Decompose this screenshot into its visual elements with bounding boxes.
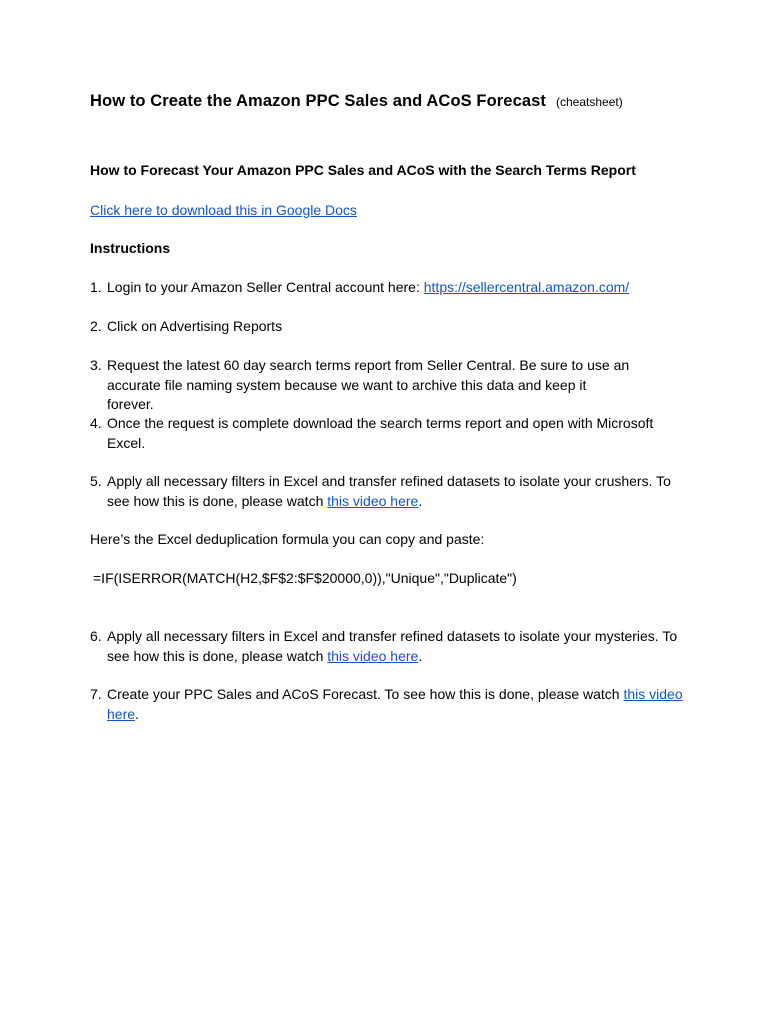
step-number: 2. — [90, 318, 102, 334]
list-item — [90, 472, 675, 511]
mysteries-video-link[interactable]: this video here — [327, 647, 419, 664]
list-item — [90, 356, 635, 415]
download-link[interactable]: Click here to download this in Google Docs — [90, 202, 357, 218]
step-number: 4. — [90, 415, 102, 431]
step-text: Apply all necessary filters in Excel and transfer refined datasets to isolate your crushers. To see how this is done, please watch this video here. — [107, 473, 671, 509]
step-number: 1. — [90, 279, 102, 295]
title-line — [90, 92, 690, 116]
document-title: How to Create the Amazon PPC Sales and ACoS Forecast — [90, 92, 546, 110]
step-number: 6. — [90, 628, 102, 644]
document-subtitle: How to Forecast Your Amazon PPC Sales and ACoS with the Search Terms Report — [90, 162, 636, 178]
seller-central-link[interactable]: https://sellercentral.amazon.com/ — [423, 279, 630, 295]
step-text: Once the request is complete download the search terms report and open with Microsoft Excel. — [107, 415, 654, 451]
crushers-video-link[interactable]: this video here — [327, 492, 419, 509]
step-number: 3. — [90, 357, 102, 373]
document-page — [90, 92, 690, 722]
list-item — [90, 627, 680, 666]
list-item — [90, 278, 690, 298]
dedup-formula: =IF(ISERROR(MATCH(H2,$F$2:$F$20000,0)),"Unique","Duplicate") — [93, 570, 517, 586]
step-number: 7. — [90, 686, 102, 702]
title-note: (cheatsheet) — [556, 95, 623, 109]
step-text: Login to your Amazon Seller Central account here: https://sellercentral.amazon.com/ — [107, 279, 630, 295]
formula-intro: Here’s the Excel deduplication formula you can copy and paste: — [90, 531, 485, 547]
step-text: Apply all necessary filters in Excel and transfer refined datasets to isolate your mysteries. To see how this is done, please watch this video here. — [107, 628, 678, 664]
step-number: 5. — [90, 473, 102, 489]
forecast-video-link[interactable]: this video here — [107, 686, 683, 722]
list-item — [90, 685, 685, 724]
list-item — [90, 317, 690, 337]
step-text: Request the latest 60 day search terms report from Seller Central. Be sure to use an accurate file naming system because we want to archive this data and keep it forever. — [107, 357, 630, 412]
instructions-heading: Instructions — [90, 240, 171, 256]
download-paragraph — [90, 201, 357, 221]
step-text: Click on Advertising Reports — [107, 318, 283, 334]
step-text: Create your PPC Sales and ACoS Forecast. To see how this is done, please watch this video here. — [107, 686, 683, 722]
list-item — [90, 414, 655, 453]
